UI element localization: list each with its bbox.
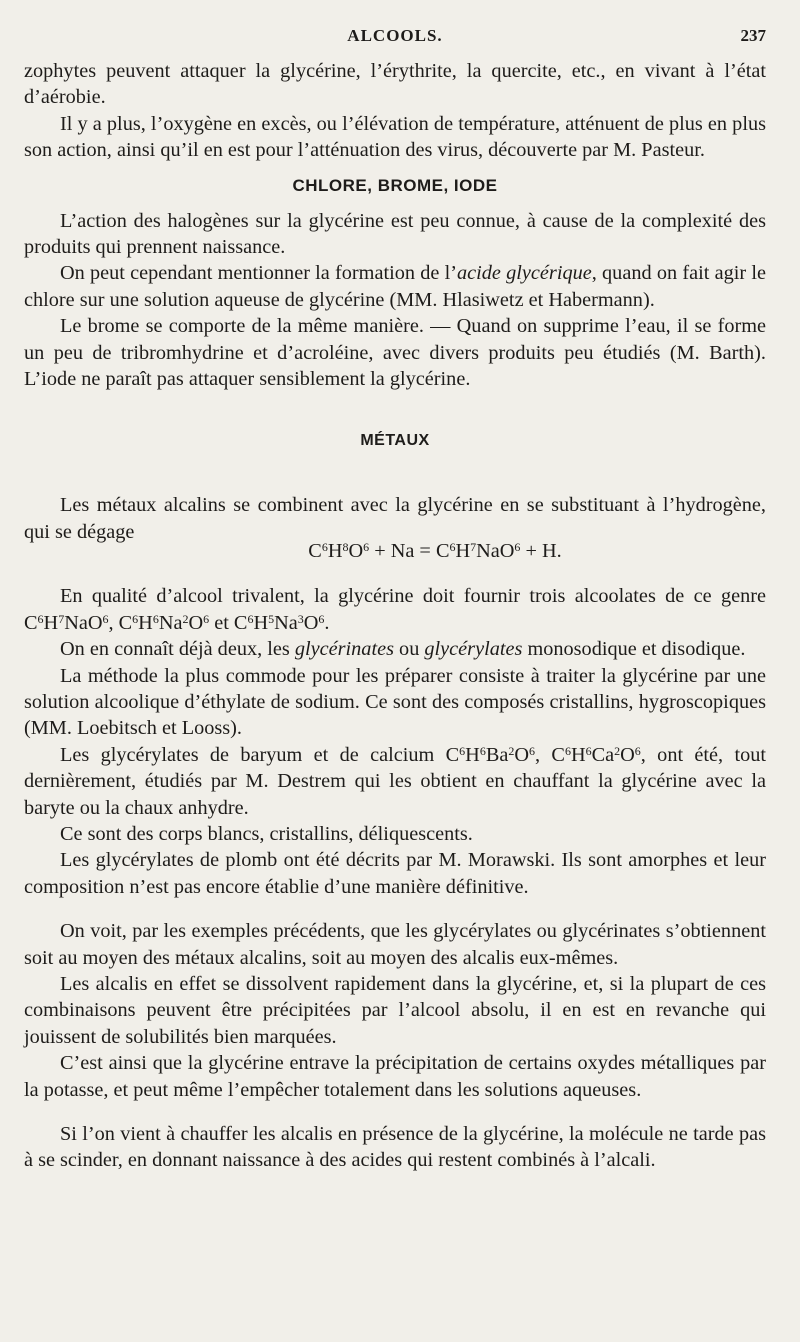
formula-part: ,: [535, 743, 552, 766]
text-run: , ont été, tout dernièrement, étudiés par M. Destrem qui les obtient en chauffant la glycérine avec la baryte ou la chaux anhydre.: [24, 743, 767, 819]
paragraph: Ce sont des corps blancs, cristallins, déliquescents.: [60, 822, 473, 845]
section-heading-metaux: MÉTAUX: [360, 432, 430, 450]
formula-part: H: [43, 611, 59, 634]
text-run: , quand on fait agir le chlore sur une solution aqueuse de glycérine (MM. Hlasiwetz et Habermann).: [24, 262, 766, 311]
italic-term: acide glycérique: [457, 262, 592, 285]
paragraph-gap: [24, 1103, 766, 1121]
formula-part: NaO: [64, 611, 103, 634]
formula-sup: 5: [268, 611, 275, 626]
formula-sup: 6: [585, 743, 592, 758]
formula-part: .: [324, 611, 330, 634]
italic-term: glycérinates: [294, 638, 394, 661]
formula-part: H: [327, 540, 343, 563]
paragraph: Les glycérylates de plomb ont été décrits par M. Morawski. Ils sont amorphes et leur composition n’est pas encore établie d’une manière définitive.: [24, 849, 766, 898]
formula-part: NaO: [476, 540, 515, 563]
paragraph: [24, 583, 766, 636]
paragraph: L’action des halogènes sur la glycérine est peu connue, à cause de la complexité des produits qui prennent naissance.: [24, 209, 766, 259]
formula-part: C: [118, 611, 133, 634]
formula-sup: 6: [37, 611, 44, 626]
formula-part: C: [308, 540, 322, 563]
chemical-equation: [104, 537, 766, 565]
formula-part: + H.: [520, 540, 562, 563]
formula-sup: 6: [102, 611, 109, 626]
page-number: 237: [740, 26, 766, 45]
formula-part: H: [253, 611, 269, 634]
paragraph: Si l’on vient à chauffer les alcalis en présence de la glycérine, la molécule ne tarde pas à se scinder, en donnant naissance à des acides qui restent combinés à l’alcali.: [24, 1123, 766, 1172]
formula-part: O: [620, 743, 635, 766]
formula-part: H: [465, 743, 480, 766]
formula-sup: 6: [479, 743, 486, 758]
formula-part: Ca: [591, 743, 615, 766]
section-heading-chlore: CHLORE, BROME, IODE: [292, 175, 498, 195]
formula-part: O: [514, 743, 529, 766]
formula-part: O: [303, 611, 319, 634]
formula-sup: 6: [449, 540, 456, 555]
text-run: Les glycérylates de baryum et de calcium: [60, 743, 446, 766]
paragraph: zophytes peuvent attaquer la glycérine, l’érythrite, la quercite, etc., en vivant à l’état d’aérobie.: [24, 60, 766, 109]
italic-term: glycérylates: [424, 638, 523, 661]
paragraph: C’est ainsi que la glycérine entrave la précipitation de certains oxydes métalliques par la potasse, et peut même l’empêcher totalement dans les solutions aqueuses.: [24, 1052, 766, 1101]
formula-sup: 6: [529, 743, 535, 758]
formula-sup: 2: [508, 743, 515, 758]
formula-sup: 7: [470, 540, 477, 555]
formula-sup: 6: [564, 743, 571, 758]
formula-sup: 7: [58, 611, 65, 626]
running-header: [24, 26, 766, 56]
formula-sup: 2: [614, 743, 621, 758]
formula-part: O: [188, 611, 204, 634]
paragraph: Il y a plus, l’oxygène en excès, ou l’élévation de température, atténuent de plus en plus son action, ainsi qu’il en est pour l’atténuation des virus, découverte par M. Pasteur.: [24, 112, 766, 162]
page-body: [24, 58, 766, 1174]
paragraph: Les métaux alcalins se combinent avec la glycérine en se substituant à l’hydrogène, qui se dégage: [24, 494, 766, 543]
text-run: En qualité d’alcool trivalent, la glycérine doit fournir trois alcoolates de ce genre: [60, 585, 766, 608]
paragraph: [24, 260, 766, 313]
text-run: monosodique et disodique.: [522, 638, 746, 661]
formula-sup: 6: [459, 743, 466, 758]
paragraph: [24, 742, 766, 821]
paragraph: Les alcalis en effet se dissolvent rapidement dans la glycérine, et, si la plupart de ces combinaisons peuvent être précipitées par l’alcool absolu, il en est en revanche qui jouissent de solubilités bien marquées.: [24, 972, 766, 1048]
formula-part: Na: [158, 611, 183, 634]
formula-sup: 6: [634, 743, 641, 758]
formula-sup: 6: [318, 611, 325, 626]
formula-sup: 8: [342, 540, 349, 555]
formula-sup: 6: [363, 540, 370, 555]
formula-part: H: [138, 611, 153, 634]
text-run: et: [209, 611, 234, 634]
formula-part: C: [435, 540, 450, 563]
running-title: ALCOOLS.: [347, 26, 443, 45]
formula-sup: 3: [297, 611, 304, 626]
formula-sup: 6: [152, 611, 159, 626]
paragraph-gap: [24, 900, 766, 918]
formula-part: Ba: [485, 743, 509, 766]
formula-sup: 6: [321, 540, 328, 555]
paragraph: Le brome se comporte de la même manière. — Quand on supprime l’eau, il se forme un peu de tribromhydrine et d’acroléine, avec divers produits peu étudiés (M. Barth). L’iode ne paraît pas attaquer sensiblement la glycérine.: [24, 315, 766, 391]
formula-part: ,: [108, 611, 119, 634]
formula-part: H: [570, 743, 586, 766]
formula-sup: 6: [514, 540, 521, 555]
formula-part: + Na =: [369, 540, 436, 563]
formula-sup: 6: [132, 611, 139, 626]
paragraph: On voit, par les exemples précédents, que les glycérylates ou glycérinates s’obtiennent soit au moyen des métaux alcalins, soit au moyen des alcalis eux-mêmes.: [24, 920, 766, 969]
formula-inline: [446, 744, 641, 766]
formula-part: Na: [274, 611, 298, 634]
formula-part: H: [455, 540, 471, 563]
formula-part: C: [233, 611, 248, 634]
paragraph: [24, 636, 766, 662]
text-run: On en connaît déjà deux, les: [60, 638, 295, 661]
text-run: ou: [393, 638, 425, 661]
formula-part: C: [445, 743, 460, 766]
formula-part: C: [24, 611, 38, 634]
text-run: On peut cependant mentionner la formation de l’: [60, 262, 457, 285]
formula-sup: 6: [247, 611, 254, 626]
paragraph: La méthode la plus commode pour les préparer consiste à traiter la glycérine par une solution alcoolique d’éthylate de sodium. Ce sont des composés cristallins, hygroscopiques (MM. Loebitsch et Looss).: [24, 664, 766, 740]
formula-part: O: [348, 540, 364, 563]
formula-part: C: [551, 743, 565, 766]
formula-sup: 6: [203, 611, 210, 626]
formula-sup: 2: [182, 611, 189, 626]
formula-inline: [24, 612, 329, 634]
